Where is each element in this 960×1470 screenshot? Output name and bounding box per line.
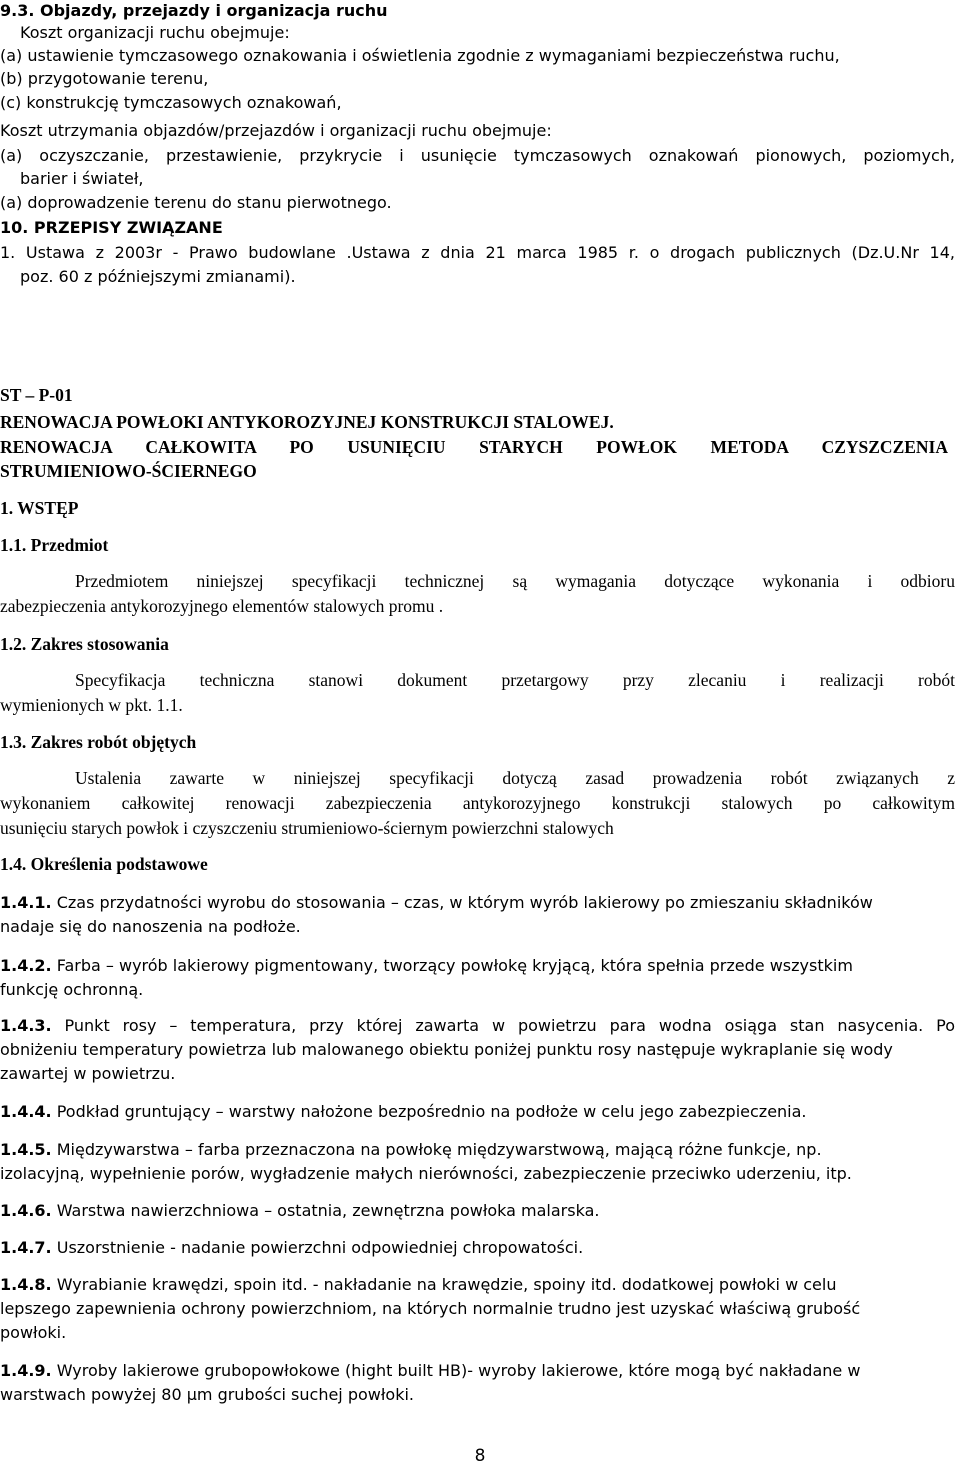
definition-number: 1.4.9. — [0, 1361, 52, 1380]
definition-1-4-8-cont: powłoki. — [0, 1323, 67, 1342]
definition-1-4-4: 1.4.4. Podkład gruntujący – warstwy nałożone bezpośrednio na podłoże w celu jego zabezpieczenia. — [0, 1102, 807, 1121]
maint-item-a: (a) oczyszczanie, przestawienie, przykrycie i usunięcie tymczasowych oznakowań pionowych, poziomych, — [0, 146, 955, 165]
definition-number: 1.4.8. — [0, 1275, 52, 1294]
regs-heading: 10. PRZEPISY ZWIĄZANE — [0, 218, 223, 237]
section-1-2-para-cont: wymienionych w pkt. 1.1. — [0, 695, 183, 715]
section-1-3-para: Ustalenia zawarte w niniejszej specyfikacji dotyczą zasad prowadzenia robót związanych z — [75, 768, 955, 788]
definition-1-4-3-cont: zawartej w powietrzu. — [0, 1064, 176, 1083]
definition-1-4-3-cont: obniżeniu temperatury powietrza lub malowanego obiektu poniżej punktu rosy następuje wykraplanie się wody — [0, 1040, 893, 1059]
cost-org-intro: Koszt organizacji ruchu obejmuje: — [20, 23, 290, 42]
section-1: 1. WSTĘP — [0, 498, 79, 518]
spec-title-1: RENOWACJA POWŁOKI ANTYKOROZYJNEJ KONSTRUKCJI STALOWEJ. — [0, 412, 614, 432]
definition-number: 1.4.4. — [0, 1102, 52, 1121]
spec-title-2: RENOWACJA CAŁKOWITA PO USUNIĘCIU STARYCH POWŁOK METODA CZYSZCZENIA — [0, 437, 948, 457]
definition-number: 1.4.6. — [0, 1201, 52, 1220]
definition-1-4-1-cont: nadaje się do nanoszenia na podłoże. — [0, 917, 301, 936]
definition-1-4-3: 1.4.3. Punkt rosy – temperatura, przy której zawarta w powietrzu para wodna osiąga stan nasycenia. Po — [0, 1016, 955, 1035]
definition-1-4-5-cont: izolacyjną, wypełnienie porów, wygładzenie małych nierówności, zabezpieczenie przeciwko uderzeniu, itp. — [0, 1164, 852, 1183]
definition-1-4-2: 1.4.2. Farba – wyrób lakierowy pigmentowany, tworzący powłokę kryjącą, która spełnia przede wszystkim — [0, 956, 853, 975]
definition-number: 1.4.7. — [0, 1238, 52, 1257]
definition-1-4-6: 1.4.6. Warstwa nawierzchniowa – ostatnia, zewnętrzna powłoka malarska. — [0, 1201, 600, 1220]
spec-code: ST – P-01 — [0, 385, 73, 405]
cost-org-item: (c) konstrukcję tymczasowych oznakowań, — [0, 93, 342, 112]
definition-1-4-9-cont: warstwach powyżej 80 μm grubości suchej powłoki. — [0, 1385, 414, 1404]
regs-line: 1. Ustawa z 2003r - Prawo budowlane .Ustawa z dnia 21 marca 1985 r. o drogach publicznych (Dz.U.Nr 14, — [0, 243, 955, 262]
definition-number: 1.4.2. — [0, 956, 52, 975]
page-number: 8 — [474, 1446, 486, 1466]
section-heading-9-3: 9.3. Objazdy, przejazdy i organizacja ruchu — [0, 1, 388, 20]
section-1-1-para-cont: zabezpieczenia antykorozyjnego elementów stalowych promu . — [0, 596, 444, 616]
definition-number: 1.4.1. — [0, 893, 52, 912]
definition-number: 1.4.5. — [0, 1140, 52, 1159]
definition-1-4-2-cont: funkcję ochronną. — [0, 980, 144, 999]
section-1-3-para: wykonaniem całkowitej renowacji zabezpieczenia antykorozyjnego konstrukcji stalowych po całkowitym — [0, 793, 955, 813]
section-1-4: 1.4. Określenia podstawowe — [0, 854, 208, 874]
section-1-1: 1.1. Przedmiot — [0, 535, 109, 555]
definition-1-4-7: 1.4.7. Uszorstnienie - nadanie powierzchni odpowiedniej chropowatości. — [0, 1238, 584, 1257]
spec-title-2-cont: STRUMIENIOWO-ŚCIERNEGO — [0, 461, 257, 481]
section-1-3: 1.3. Zakres robót objętych — [0, 732, 197, 752]
definition-1-4-8: 1.4.8. Wyrabianie krawędzi, spoin itd. - nakładanie na krawędzie, spoiny itd. dodatkowej powłoki w celu — [0, 1275, 837, 1294]
definition-1-4-1: 1.4.1. Czas przydatności wyrobu do stosowania – czas, w którym wyrób lakierowy po zmieszaniu składników — [0, 893, 873, 912]
maint-item-a2: (a) doprowadzenie terenu do stanu pierwotnego. — [0, 193, 392, 212]
definition-number: 1.4.3. — [0, 1016, 52, 1035]
definition-1-4-8-cont: lepszego zapewnienia ochrony powierzchniom, na których normalnie trudno jest uzyskać właściwą grubość — [0, 1299, 861, 1318]
cost-org-item: (b) przygotowanie terenu, — [0, 69, 209, 88]
maint-item-a-cont: barier i świateł, — [20, 169, 144, 188]
section-1-1-para: Przedmiotem niniejszej specyfikacji technicznej są wymagania dotyczące wykonania i odbioru — [75, 571, 955, 591]
definition-1-4-5: 1.4.5. Międzywarstwa – farba przeznaczona na powłokę międzywarstwową, mającą różne funkcje, np. — [0, 1140, 822, 1159]
section-1-3-para-cont: usunięciu starych powłok i czyszczeniu strumieniowo-ściernym powierzchni stalowych — [0, 818, 614, 838]
maint-intro: Koszt utrzymania objazdów/przejazdów i organizacji ruchu obejmuje: — [0, 121, 552, 140]
regs-line-cont: poz. 60 z późniejszymi zmianami). — [20, 267, 296, 286]
section-1-2-para: Specyfikacja techniczna stanowi dokument przetargowy przy zlecaniu i realizacji robót — [75, 670, 955, 690]
definition-1-4-9: 1.4.9. Wyroby lakierowe grubopowłokowe (hight built HB)- wyroby lakierowe, które mogą być nakładane w — [0, 1361, 861, 1380]
section-1-2: 1.2. Zakres stosowania — [0, 634, 169, 654]
cost-org-item: (a) ustawienie tymczasowego oznakowania i oświetlenia zgodnie z wymaganiami bezpieczeństwa ruchu, — [0, 46, 840, 65]
